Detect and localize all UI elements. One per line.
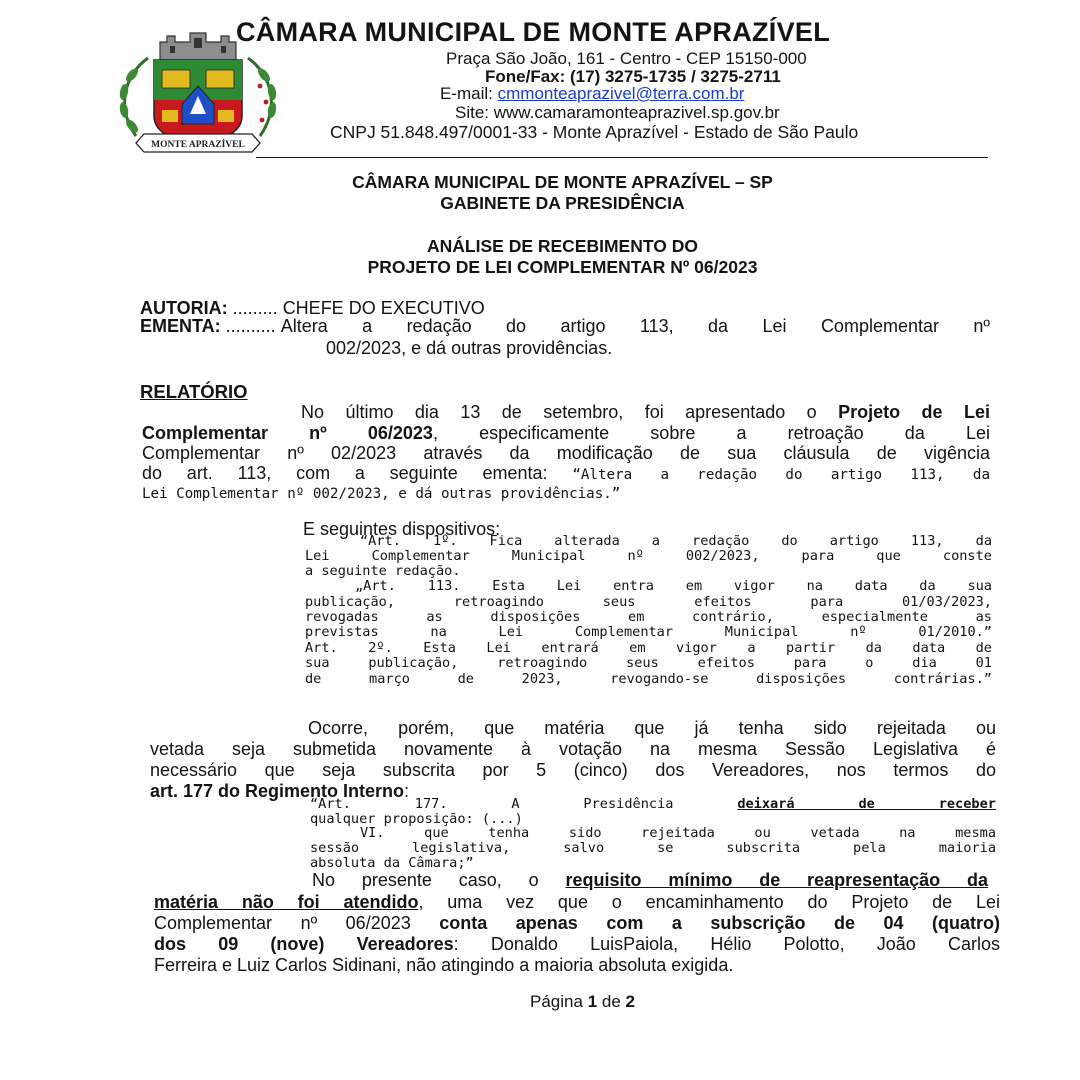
laurel-left-icon bbox=[119, 58, 148, 136]
q1-line-1: “Art. 1º. Fica alterada a redação do artigo 113, da bbox=[360, 534, 992, 549]
q1-line-8: Art. 2º. Esta Lei entrará em vigor a partir da data de bbox=[305, 641, 992, 656]
p2-line-1: Ocorre, porém, que matéria que já tenha sido rejeitada ou bbox=[308, 718, 996, 738]
q1-line-7: previstas na Lei Complementar Municipal nº 01/2010.” bbox=[305, 625, 992, 640]
ementa-value-1: Altera a redação do artigo 113, da Lei Complementar nº bbox=[280, 316, 990, 336]
doc-title-line1: ANÁLISE DE RECEBIMENTO DO bbox=[427, 236, 698, 256]
doc-title-line2: PROJETO DE LEI COMPLEMENTAR Nº 06/2023 bbox=[367, 257, 758, 277]
header-cnpj: CNPJ 51.848.497/0001-33 - Monte Aprazível - Estado de São Paulo bbox=[330, 122, 859, 142]
p1-line-3: Complementar nº 02/2023 através da modificação de sua cláusula de vigência bbox=[142, 443, 990, 463]
p3-line-2: matéria não foi atendido, uma vez que o encaminhamento do Projeto de Lei bbox=[154, 892, 1000, 912]
ribbon-text: MONTE APRAZÍVEL bbox=[151, 140, 245, 150]
p3-line-1: No presente caso, o requisito mínimo de reapresentação da bbox=[312, 870, 988, 890]
p1-line-4: do art. 113, com a seguinte ementa: “Altera a redação do artigo 113, da bbox=[142, 463, 990, 483]
q1-line-3: a seguinte redação. bbox=[305, 563, 461, 579]
q2-line-1: “Art. 177. A Presidência deixará de receber bbox=[310, 797, 996, 812]
q1-line-10: de março de 2023, revogando-se disposições contrárias.” bbox=[305, 672, 992, 687]
q1-line-9: sua publicação, retroagindo seus efeitos para o dia 01 bbox=[305, 656, 992, 671]
header-title: CÂMARA MUNICIPAL DE MONTE APRAZÍVEL bbox=[236, 17, 830, 47]
mural-crown-icon bbox=[160, 33, 236, 60]
autoria-dots: ......... bbox=[227, 298, 283, 318]
ementa-value-2: 002/2023, e dá outras providências. bbox=[326, 338, 613, 358]
ementa-dots: .......... bbox=[220, 316, 281, 336]
q2-line-4: sessão legislativa, salvo se subscrita pela maioria bbox=[310, 841, 996, 856]
header-email-line bbox=[440, 84, 744, 104]
q2-line-2: qualquer proposição: (...) bbox=[310, 811, 523, 827]
email-label: E-mail: bbox=[440, 84, 498, 103]
ribbon-banner-icon bbox=[136, 134, 260, 152]
org-office: GABINETE DA PRESIDÊNCIA bbox=[440, 193, 685, 213]
header-site: Site: www.camaramonteaprazivel.sp.gov.br bbox=[455, 103, 780, 122]
p2-line-3: necessário que seja subscrita por 5 (cinco) dos Vereadores, nos termos do bbox=[150, 760, 996, 780]
q2-line-3: VI. que tenha sido rejeitada ou vetada na mesma bbox=[360, 826, 996, 841]
q1-line-6: revogadas as disposições em contrário, especialmente as bbox=[305, 610, 992, 625]
p2-line-4: art. 177 do Regimento Interno: bbox=[150, 781, 410, 801]
q1-line-4: „Art. 113. Esta Lei entra em vigor na data da sua bbox=[355, 579, 992, 594]
header-phone: Fone/Fax: (17) 3275-1735 / 3275-2711 bbox=[485, 67, 781, 86]
autoria-value: CHEFE DO EXECUTIVO bbox=[282, 298, 485, 318]
shield-icon bbox=[154, 60, 242, 144]
q2-line-5: absoluta da Câmara;” bbox=[310, 855, 474, 871]
header-divider bbox=[256, 157, 988, 158]
header-address: Praça São João, 161 - Centro - CEP 15150-000 bbox=[446, 49, 807, 68]
ementa-label: EMENTA: bbox=[140, 316, 221, 336]
email-link[interactable]: cmmonteaprazivel@terra.com.br bbox=[497, 84, 745, 103]
dispositivos-intro: E seguintes dispositivos: bbox=[303, 519, 501, 539]
p2-line-2: vetada seja submetida novamente à votação na mesma Sessão Legislativa é bbox=[150, 739, 996, 759]
municipal-coat-of-arms-logo bbox=[110, 30, 285, 155]
org-name: CÂMARA MUNICIPAL DE MONTE APRAZÍVEL – SP bbox=[352, 172, 773, 192]
p1-line-1: No último dia 13 de setembro, foi apresentado o Projeto de Lei bbox=[301, 402, 990, 422]
autoria-label: AUTORIA: bbox=[140, 298, 228, 318]
p3-line-5: Ferreira e Luiz Carlos Sidinani, não atingindo a maioria absoluta exigida. bbox=[154, 955, 734, 975]
coffee-branch-right-icon bbox=[248, 58, 277, 136]
p3-line-4: dos 09 (nove) Vereadores: Donaldo LuisPaiola, Hélio Polotto, João Carlos bbox=[154, 934, 1000, 954]
relatorio-heading: RELATÓRIO bbox=[140, 381, 248, 402]
p1-line-2: Complementar nº 06/2023, especificamente sobre a retroação da Lei bbox=[142, 423, 990, 443]
q1-line-5: publicação, retroagindo seus efeitos para 01/03/2023, bbox=[305, 595, 992, 610]
ementa-field bbox=[140, 316, 990, 337]
page-number: Página 1 de 2 bbox=[530, 992, 635, 1011]
q1-line-2: Lei Complementar Municipal nº 002/2023, para que conste bbox=[305, 549, 992, 564]
p3-line-3: Complementar nº 06/2023 conta apenas com a subscrição de 04 (quatro) bbox=[154, 913, 1000, 933]
p1-line-5: Lei Complementar nº 002/2023, e dá outras providências.” bbox=[142, 486, 621, 502]
